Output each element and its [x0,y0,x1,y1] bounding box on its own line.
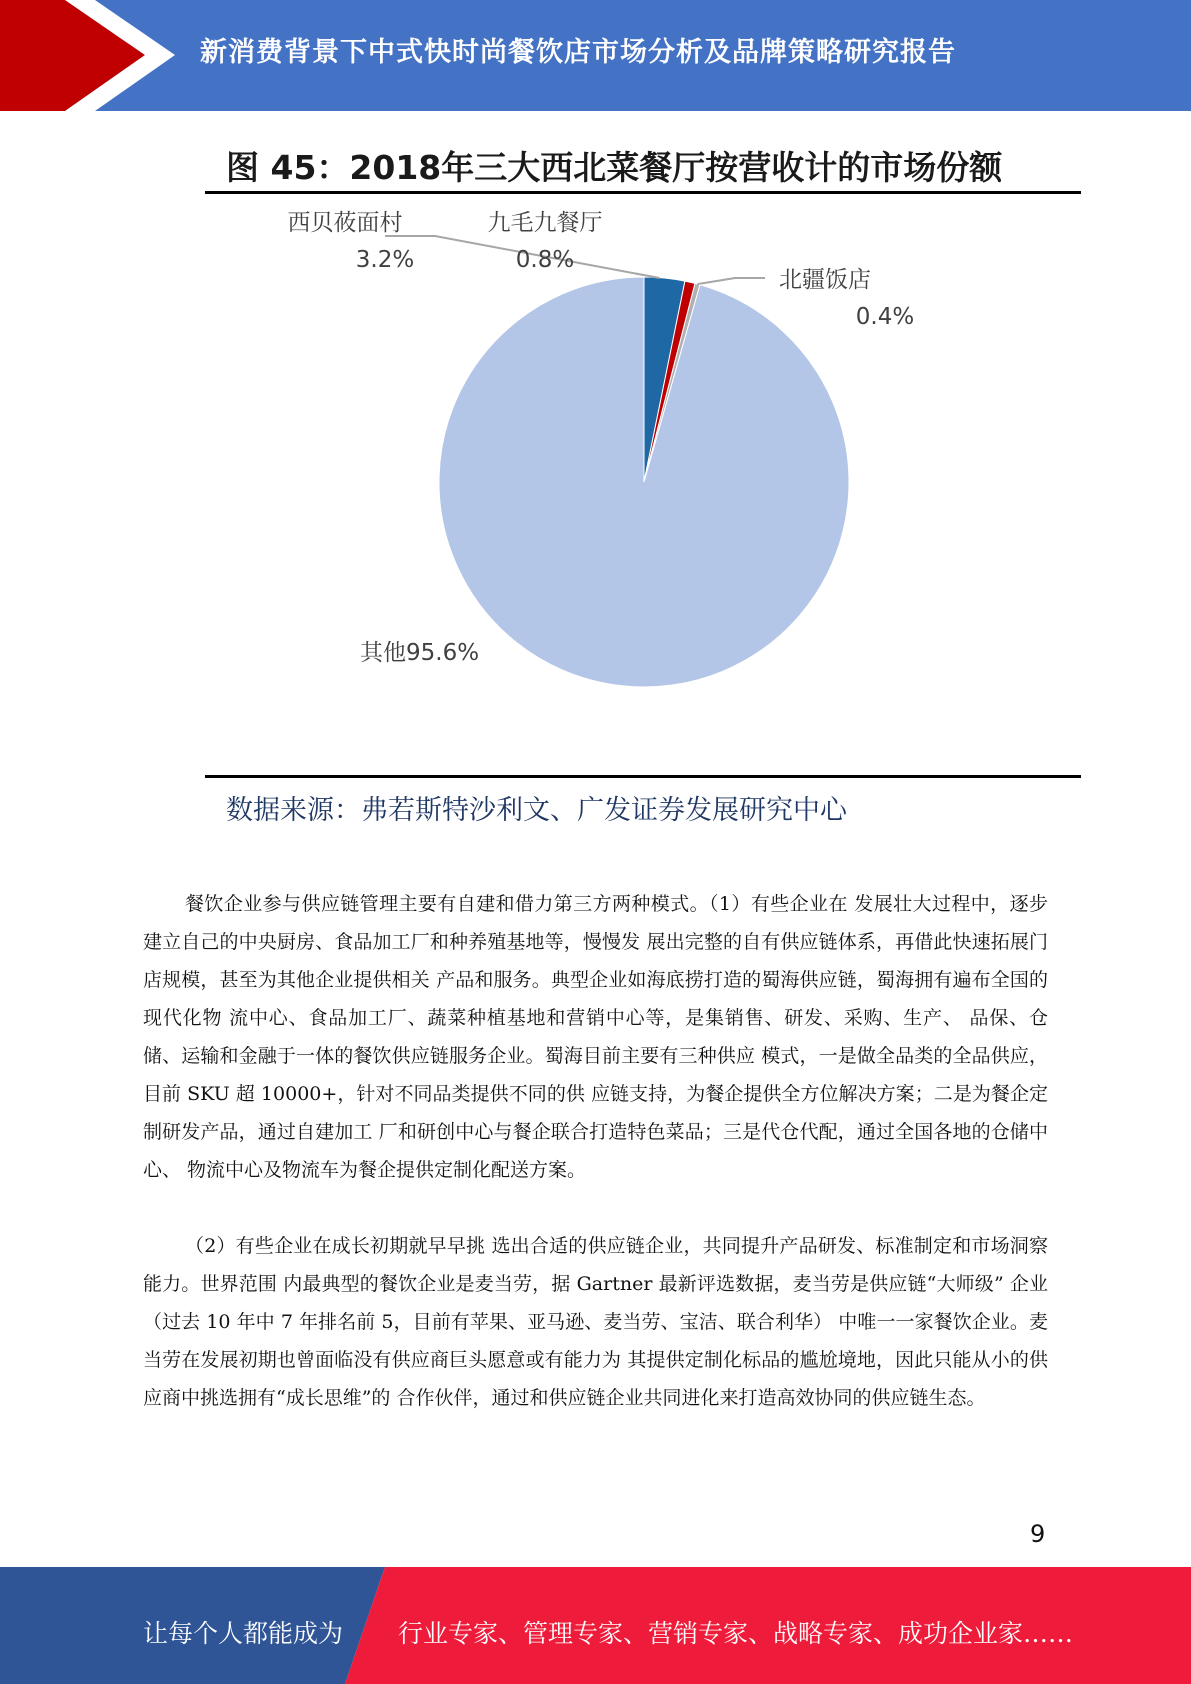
figure-title: 图 45：2018年三大西北菜餐厅按营收计的市场份额 [226,148,1003,187]
body-text [143,885,1048,1417]
slice-name-北疆饭店: 北疆饭店 [779,267,871,293]
slice-name-九毛九餐厅: 九毛九餐厅 [487,210,603,236]
report-title: 新消费背景下中式快时尚餐饮店市场分析及品牌策略研究报告 [200,37,956,68]
slice-label-其他: 其他95.6% [360,640,480,666]
slice-value-九毛九餐厅: 0.8% [515,247,575,273]
page-number: 9 [1030,1520,1046,1548]
slice-name-西贝莜面村: 西贝莜面村 [287,210,403,236]
paragraph-1: 餐饮企业参与供应链管理主要有自建和借力第三方两种模式。（1）有些企业在 发展壮大过程中，逐步建立自己的中央厨房、食品加工厂和种养殖基地等，慢慢发 展出完整的自有供应链体系，再借此快速拓展门店规模，甚至为其他企业提供相关 产品和服务。典型企业如海底捞打造的蜀海供应链，蜀海拥有遍布全国的现代化物 流中心、食品加工厂、蔬菜种植基地和营销中心等，是集销售、研发、采购、生产、 品保、仓储、运输和金融于一体的餐饮供应链服务企业。蜀海目前主要有三种供应 模式，一是做全品类的全品供应，目前 SKU 超 10000+，针对不同品类提供不同的供 应链支持，为餐企提供全方位解决方案；二是为餐企定制研发产品，通过自建加工 厂和研创中心与餐企联合打造特色菜品；三是代仓代配，通过全国各地的仓储中心、 物流中心及物流车为餐企提供定制化配送方案。 [143,893,1048,1181]
paragraph-2: （2）有些企业在成长初期就早早挑 选出合适的供应链企业，共同提升产品研发、标准制定和市场洞察能力。世界范围 内最典型的餐饮企业是麦当劳，据 Gartner 最新评选数据，麦当劳是供应链“大师级” 企业（过去 10 年中 7 年排名前 5，目前有苹果、亚马逊、麦当劳、宝洁、联合利华） 中唯一一家餐饮企业。麦当劳在发展初期也曾面临没有供应商巨头愿意或有能力为 其提供定制化标品的尴尬境地，因此只能从小的供应商中挑选拥有“成长思维”的 合作伙伴，通过和供应链企业共同进化来打造高效协同的供应链生态。 [143,1235,1048,1409]
footer-slogan-left: 让每个人都能成为 [143,1619,344,1648]
pie-slice-其他 [439,277,849,687]
leader-line-北疆饭店 [697,278,765,284]
page-header [0,0,1191,111]
figure-source: 数据来源：弗若斯特沙利文、广发证券发展研究中心 [226,795,847,826]
page-footer [0,1567,1191,1684]
footer-slogan-right: 行业专家、管理专家、营销专家、战略专家、成功企业家…… [398,1619,1074,1648]
slice-value-西贝莜面村: 3.2% [355,247,415,273]
pie-chart [205,196,1081,771]
figure-bottom-rule [205,775,1081,778]
figure-top-rule [205,191,1081,194]
slice-value-北疆饭店: 0.4% [855,304,915,330]
